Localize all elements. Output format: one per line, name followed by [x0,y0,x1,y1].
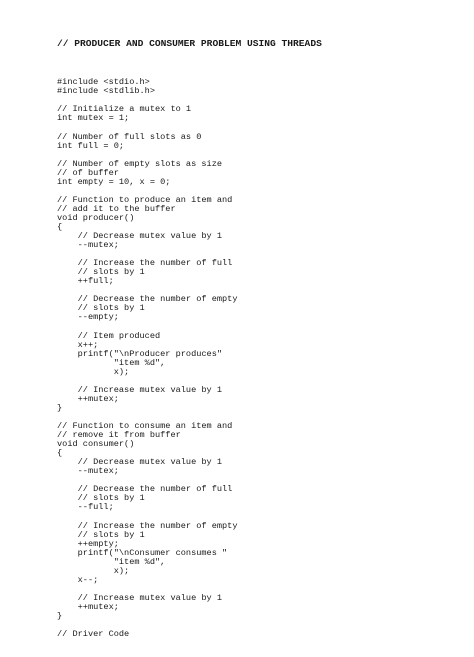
code-line: x); [57,565,130,576]
code-line: void producer() [57,212,135,223]
document-title: // PRODUCER AND CONSUMER PROBLEM USING THREADS [57,38,322,50]
code-line: // of buffer [57,167,119,178]
code-line: // remove it from buffer [57,430,181,441]
code-line: x++; [57,339,99,350]
code-line: // add it to the buffer [57,203,176,214]
code-line: int full = 0; [57,140,125,151]
code-line: // Initialize a mutex to 1 [57,104,192,115]
code-line: #include <stdio.h> [57,77,150,88]
code-line: // Number of full slots as 0 [57,131,202,142]
code-line: // Decrease mutex value by 1 [57,457,223,468]
code-line: } [57,402,63,413]
code-line: "item %d", [57,556,166,567]
code-line: // Item produced [57,330,161,341]
code-line: } [57,611,63,621]
code-line: // Function to produce an item and [57,194,233,205]
code-line: "item %d", [57,357,166,368]
code-line: --mutex; [57,466,119,477]
code-line: { [57,448,63,459]
code-line: // Increase mutex value by 1 [57,592,223,603]
code-line: --full; [57,502,114,513]
code-line: // Increase the number of empty [57,520,238,531]
code-line: // Number of empty slots as size [57,158,223,169]
code-line: ++full; [57,276,114,287]
code-line: // Decrease the number of empty [57,294,238,305]
code-line: ++empty; [57,538,119,549]
code-line: // Driver Code [57,629,130,640]
code-line: x--; [57,574,99,585]
code-line: printf("\nConsumer consumes " [57,547,228,558]
code-line: // Decrease mutex value by 1 [57,231,223,242]
code-listing [57,19,457,657]
code-line: // Function to consume an item and [57,421,233,432]
code-line: ++mutex; [57,393,119,404]
code-line: // slots by 1 [57,529,145,540]
code-line: --empty; [57,312,119,323]
code-line: x); [57,366,130,377]
code-line: void consumer() [57,439,135,450]
code-line: int empty = 10, x = 0; [57,176,171,187]
code-line: // slots by 1 [57,267,145,278]
code-line: #include <stdlib.h> [57,86,155,97]
code-line: int mutex = 1; [57,113,130,124]
code-line: { [57,221,63,232]
code-line: // Increase the number of full [57,258,233,269]
code-line: // slots by 1 [57,303,145,314]
code-line: // Decrease the number of full [57,484,233,495]
code-line: ++mutex; [57,601,119,612]
code-line: // slots by 1 [57,493,145,504]
code-line: --mutex; [57,240,119,251]
code-lines [57,69,457,639]
code-line: printf("\nProducer produces" [57,348,223,359]
code-line: // Increase mutex value by 1 [57,384,223,395]
